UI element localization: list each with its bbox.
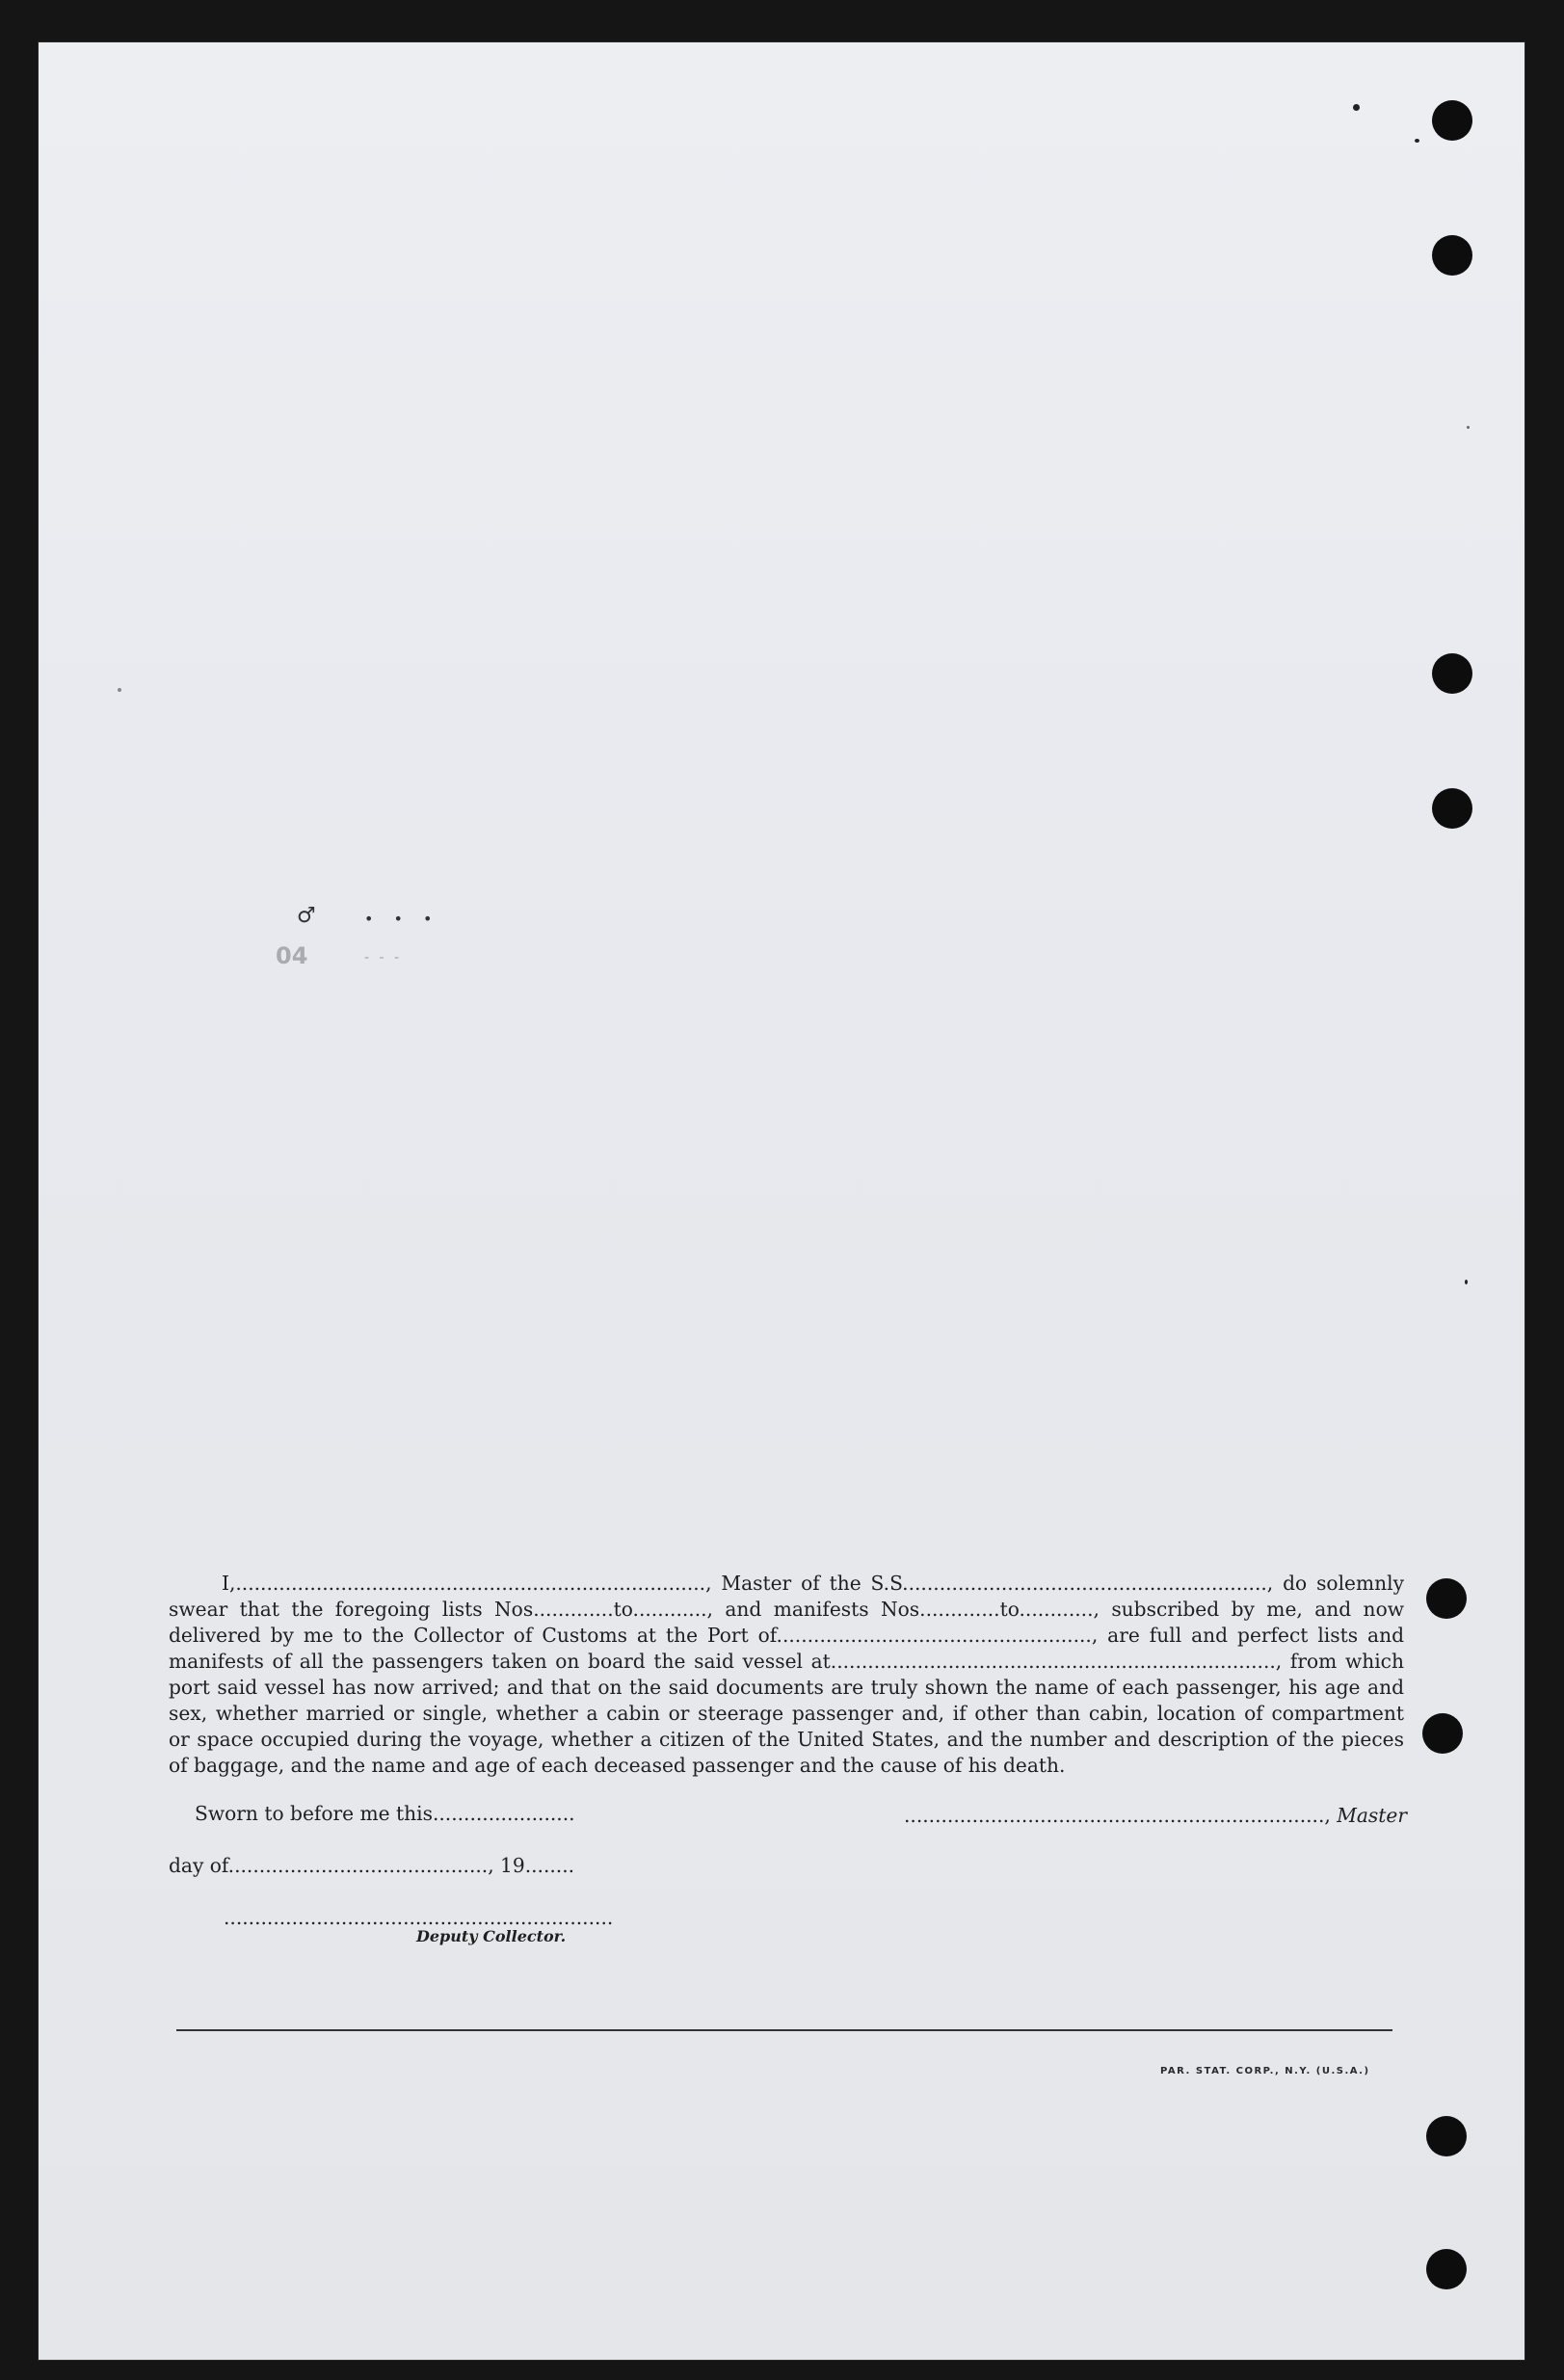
- oath-line: of baggage, and the name and age of each deceased passenger and the cause of his death.: [169, 1754, 1066, 1777]
- punch-hole-7: [1426, 2116, 1467, 2156]
- oath-line: or space occupied during the voyage, whether a citizen of the United States, and the number and description of the pieces: [169, 1728, 1404, 1751]
- punch-hole-6: [1422, 1713, 1463, 1754]
- deputy-signature-dots: ...............................................................: [224, 1906, 614, 1929]
- sworn-before-me-line: Sworn to before me this.......................: [195, 1802, 575, 1825]
- master-signature-dots: ....................................................................,: [904, 1804, 1331, 1827]
- master-signature-line: [904, 1804, 1407, 1827]
- oath-line: manifests of all the passengers taken on board the said vessel at........................................................................, from which: [169, 1650, 1404, 1673]
- printer-imprint: PAR. STAT. CORP., N.Y. (U.S.A.): [1160, 2066, 1370, 2076]
- speck: [1353, 104, 1360, 111]
- punch-hole-1: [1432, 100, 1472, 141]
- stamp-mark: • • •: [364, 910, 440, 928]
- deputy-collector-label: Deputy Collector.: [416, 1927, 567, 1945]
- horizontal-rule: [176, 2029, 1392, 2031]
- oath-line: delivered by me to the Collector of Customs at the Port of..................................................., are full and perfect lists and: [169, 1624, 1404, 1647]
- speck: [1465, 1280, 1468, 1284]
- stamp-mark: 04: [276, 942, 308, 969]
- speck: [1467, 426, 1470, 429]
- speck: [1415, 139, 1419, 143]
- day-of-line: day of.........................................., 19........: [169, 1854, 575, 1877]
- oath-line: swear that the foregoing lists Nos.............to............, and manifests Nos.............to............, subscribed by me, and now: [169, 1598, 1404, 1621]
- document-sheet: [39, 42, 1524, 2360]
- master-label: Master: [1337, 1804, 1407, 1827]
- stamp-mark: - - -: [364, 950, 403, 965]
- punch-hole-2: [1432, 235, 1472, 276]
- punch-hole-8: [1426, 2249, 1467, 2289]
- oath-line: sex, whether married or single, whether a cabin or steerage passenger and, if other than cabin, location of compartment: [169, 1702, 1404, 1725]
- master-oath-paragraph: [169, 1571, 1404, 1779]
- oath-line: port said vessel has now arrived; and that on the said documents are truly shown the name of each passenger, his age and: [169, 1676, 1404, 1699]
- punch-hole-5: [1426, 1578, 1467, 1619]
- stamp-mark: ♂: [297, 904, 316, 928]
- oath-line: I,............................................................................, Master of the S.S..........................................................., do solemnly: [222, 1572, 1404, 1595]
- speck: [118, 688, 121, 692]
- punch-hole-4: [1432, 788, 1472, 829]
- punch-hole-3: [1432, 653, 1472, 694]
- faded-stamp-marks: [229, 904, 480, 1039]
